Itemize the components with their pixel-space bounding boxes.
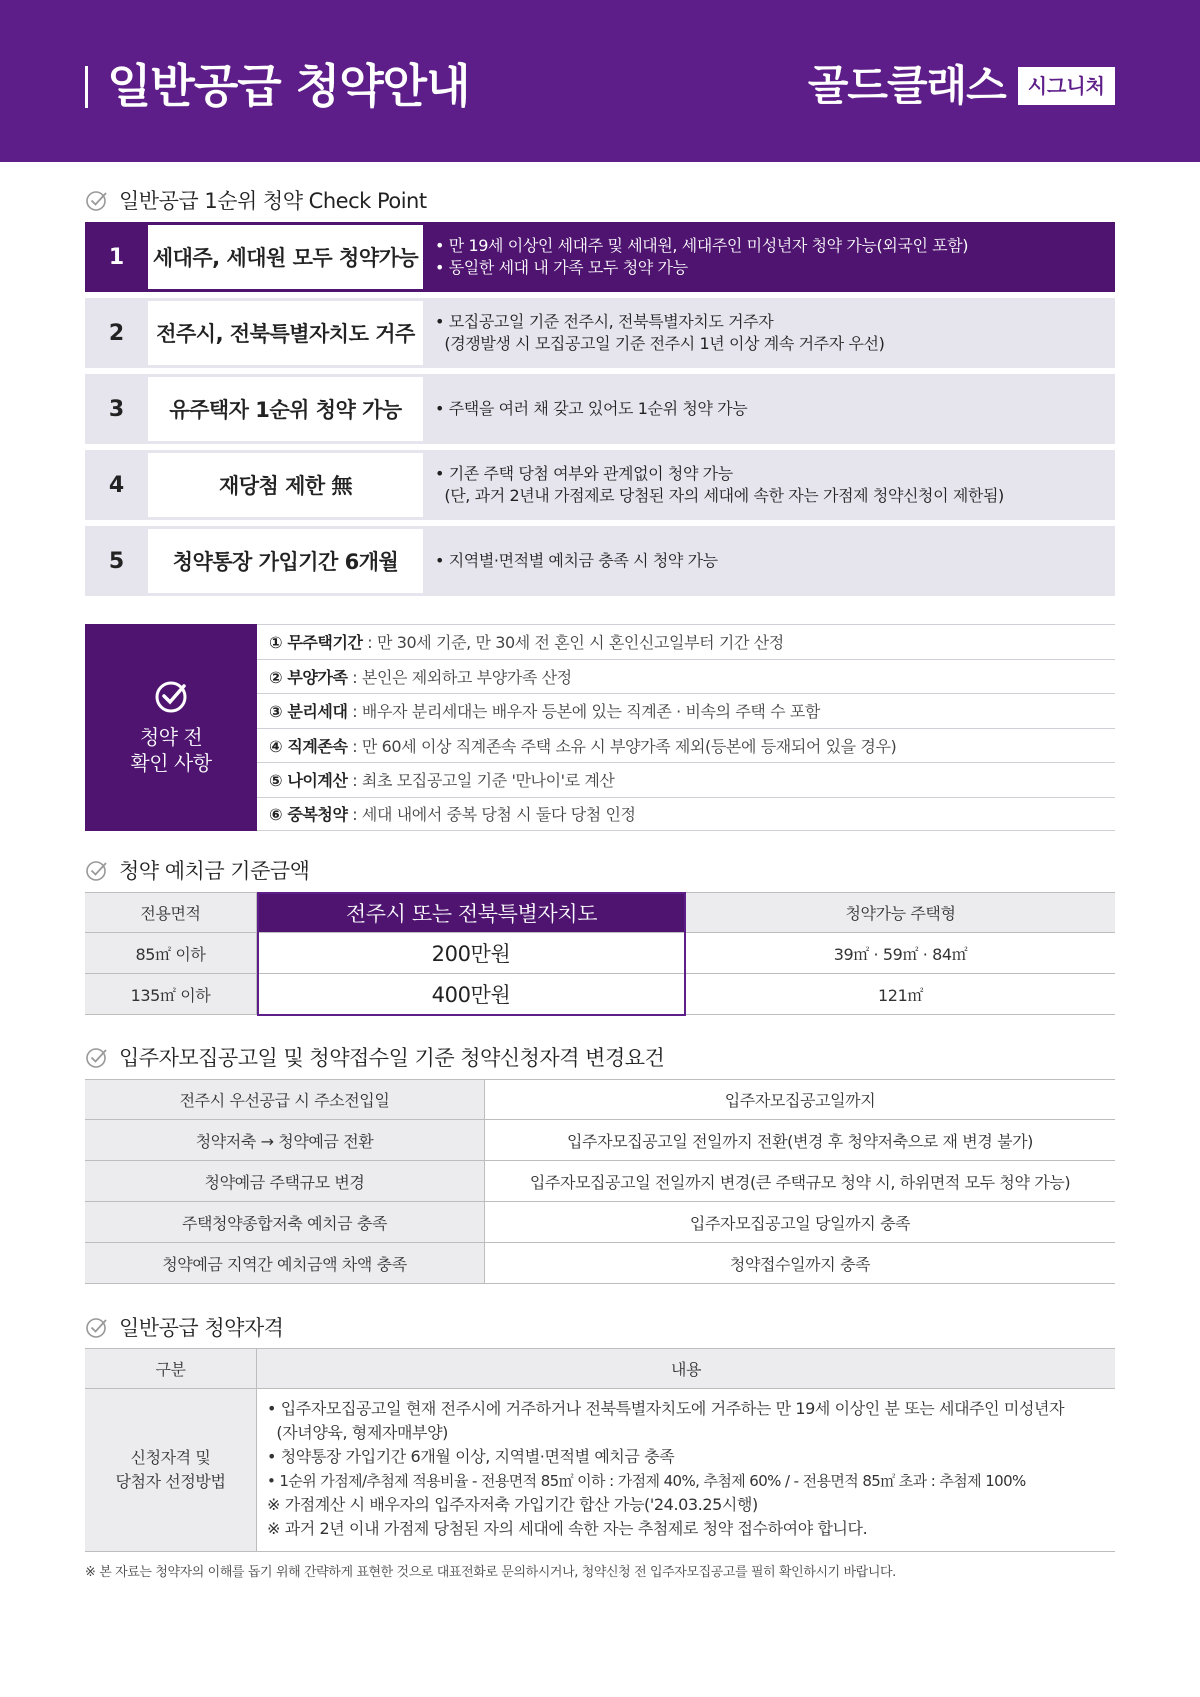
table-cell: 85㎡ 이하 xyxy=(85,933,257,973)
checkpoint-number: 1 xyxy=(108,244,125,270)
section-title-deposit xyxy=(85,855,309,885)
table-row xyxy=(85,1202,1115,1243)
qual-label-line: 신청자격 및 xyxy=(130,1448,211,1467)
section-title-change xyxy=(85,1042,664,1072)
check-circle-icon xyxy=(85,188,109,212)
checkpoint-label: 청약통장 가입기간 6개월 xyxy=(148,529,423,593)
precheck-desc: : 최초 모집공고일 기준 '만나이'로 계산 xyxy=(347,771,615,791)
precheck-desc: : 배우자 분리세대는 배우자 등본에 있는 직계존 · 비속의 주택 수 포함 xyxy=(347,702,820,722)
table-header-cell: 전주시 또는 전북특별자치도 xyxy=(257,893,686,932)
title-accent-bar xyxy=(85,66,88,108)
checkpoint-row xyxy=(85,450,1115,520)
check-circle-icon xyxy=(154,678,190,714)
table-header-row xyxy=(85,892,1115,933)
desc-line: • 주택을 여러 채 갖고 있어도 1순위 청약 가능 xyxy=(435,399,748,418)
desc-line: • 동일한 세대 내 가족 모두 청약 가능 xyxy=(435,258,688,277)
table-row xyxy=(85,1161,1115,1202)
check-circle-icon xyxy=(85,1045,109,1069)
section-title-text: 일반공급 1순위 청약 Check Point xyxy=(119,189,427,213)
checkpoint-label: 세대주, 세대원 모두 청약가능 xyxy=(148,225,423,289)
checkpoint-desc xyxy=(435,374,1105,444)
checkpoint-number: 2 xyxy=(108,320,125,346)
precheck-desc: : 만 30세 기준, 만 30세 전 혼인 시 혼인신고일부터 기간 산정 xyxy=(362,633,784,653)
precheck-item xyxy=(257,797,1115,832)
section-title-text: 입주자모집공고일 및 청약접수일 기준 청약신청자격 변경요건 xyxy=(119,1046,665,1070)
precheck-label-line: 청약 전 xyxy=(139,725,203,749)
desc-line: (단, 과거 2년내 가점제로 당첨된 자의 세대에 속한 자는 가점제 청약신청이 제한됨) xyxy=(435,486,1004,505)
checkpoint-number: 4 xyxy=(108,472,125,498)
checkpoint-desc xyxy=(435,222,1105,292)
check-circle-icon xyxy=(85,1315,109,1339)
check-circle-icon xyxy=(85,858,109,882)
precheck-term: ⑥ 중복청약 xyxy=(269,805,348,825)
desc-line: (경쟁발생 시 모집공고일 기준 전주시 1년 이상 계속 거주자 우선) xyxy=(435,334,885,353)
precheck-label xyxy=(85,724,257,776)
desc-line: • 지역별·면적별 예치금 충족 시 청약 가능 xyxy=(435,551,718,570)
checkpoint-number: 5 xyxy=(108,548,125,574)
table-header-cell: 청약가능 주택형 xyxy=(686,893,1115,932)
page-header xyxy=(0,0,1200,162)
checkpoint-row xyxy=(85,298,1115,368)
precheck-item xyxy=(257,624,1115,659)
table-header-cell: 내용 xyxy=(257,1349,1115,1388)
footnote: ※ 본 자료는 청약자의 이해를 돕기 위해 간략하게 표현한 것으로 대표전화로 문의하시거나, 청약신청 전 입주자모집공고를 필히 확인하시기 바랍니다. xyxy=(85,1565,896,1580)
page-title: 일반공급 청약안내 xyxy=(107,59,470,113)
brand-badge: 시그니처 xyxy=(1018,67,1115,105)
table-cell: 입주자모집공고일까지 xyxy=(724,1091,876,1110)
qual-line: • 입주자모집공고일 현재 전주시에 거주하거나 전북특별자치도에 거주하는 만 19세 이상인 분 또는 세대주인 미성년자 xyxy=(267,1399,1065,1418)
precheck-label-box xyxy=(85,624,257,831)
qual-line: ※ 과거 2년 이내 가점제 당첨된 자의 세대에 속한 자는 추첨제로 청약 접수하여야 합니다. xyxy=(267,1519,868,1538)
section-title-qualification xyxy=(85,1312,283,1342)
section-title-checkpoint xyxy=(85,185,427,215)
table-cell: 121㎡ xyxy=(878,985,923,1005)
precheck-desc: : 만 60세 이상 직계존속 주택 소유 시 부양가족 제외(등본에 등재되어 있을 경우) xyxy=(347,736,897,756)
precheck-desc: : 본인은 제외하고 부양가족 산정 xyxy=(347,667,572,687)
brand-name: 골드클래스 xyxy=(807,61,1006,110)
section-title-text: 일반공급 청약자격 xyxy=(119,1316,284,1340)
table-cell: 주택청약종합저축 예치금 충족 xyxy=(85,1202,485,1242)
precheck-term: ① 무주택기간 xyxy=(269,633,363,653)
deposit-table xyxy=(85,892,1115,1015)
table-cell: 400만원 xyxy=(257,974,686,1014)
change-requirements-table xyxy=(85,1079,1115,1284)
qual-label-line: 당첨자 선정방법 xyxy=(115,1472,226,1491)
table-cell: 청약접수일까지 충족 xyxy=(729,1254,871,1274)
precheck-desc: : 세대 내에서 중복 당첨 시 둘다 당첨 인정 xyxy=(347,805,636,825)
precheck-term: ② 부양가족 xyxy=(269,667,348,687)
checkpoint-desc xyxy=(435,298,1105,368)
checkpoint-desc xyxy=(435,450,1105,520)
table-cell: 135㎡ 이하 xyxy=(85,974,257,1014)
precheck-item xyxy=(257,762,1115,797)
table-cell: 입주자모집공고일 전일까지 변경(큰 주택규모 청약 시, 하위면적 모두 청약 가능) xyxy=(529,1172,1071,1192)
precheck-term: ④ 직계존속 xyxy=(269,736,348,756)
precheck-term: ③ 분리세대 xyxy=(269,702,348,722)
table-cell: 입주자모집공고일 당일까지 충족 xyxy=(689,1213,911,1233)
qual-line: • 1순위 가점제/추첨제 적용비율 - 전용면적 85㎡ 이하 : 가점제 40%, 추첨제 60% / - 전용면적 85㎡ 초과 : 추첨제 100% xyxy=(267,1472,1026,1490)
table-header-cell: 구분 xyxy=(85,1349,257,1388)
table-header-cell: 전용면적 xyxy=(85,893,257,932)
table-row xyxy=(85,1120,1115,1161)
table-cell: 200만원 xyxy=(257,933,686,973)
table-row xyxy=(85,933,1115,974)
checkpoint-row xyxy=(85,222,1115,292)
qual-content xyxy=(257,1389,1115,1551)
qual-line: • 청약통장 가입기간 6개월 이상, 지역별·면적별 예치금 충족 xyxy=(267,1447,675,1466)
table-cell: 청약예금 주택규모 변경 xyxy=(85,1161,485,1201)
brand-logo xyxy=(808,58,1115,114)
desc-line: • 만 19세 이상인 세대주 및 세대원, 세대주인 미성년자 청약 가능(외국인 포함) xyxy=(435,236,969,255)
table-row xyxy=(85,1079,1115,1120)
checkpoint-row xyxy=(85,374,1115,444)
checkpoint-label: 재당첨 제한 無 xyxy=(148,453,423,517)
desc-line: • 기존 주택 당첨 여부와 관계없이 청약 가능 xyxy=(435,464,733,483)
checkpoint-label: 유주택자 1순위 청약 가능 xyxy=(148,377,423,441)
checkpoint-desc xyxy=(435,526,1105,596)
section-title-text: 청약 예치금 기준금액 xyxy=(119,859,310,883)
table-cell: 청약저축 → 청약예금 전환 xyxy=(85,1120,485,1160)
qualification-table xyxy=(85,1348,1115,1552)
precheck-item xyxy=(257,659,1115,694)
checkpoint-number: 3 xyxy=(108,396,125,422)
table-cell: 입주자모집공고일 전일까지 전환(변경 후 청약저축으로 재 변경 불가) xyxy=(566,1131,1034,1151)
precheck-label-line: 확인 사항 xyxy=(130,751,212,775)
table-row xyxy=(85,1243,1115,1284)
precheck-list xyxy=(257,624,1115,831)
desc-line: • 모집공고일 기준 전주시, 전북특별자치도 거주자 xyxy=(435,312,774,331)
table-cell: 청약예금 지역간 예치금액 차액 충족 xyxy=(85,1243,485,1283)
table-row xyxy=(85,974,1115,1015)
table-cell: 39㎡ · 59㎡ · 84㎡ xyxy=(833,944,968,964)
qual-line: (자녀양육, 형제자매부양) xyxy=(267,1423,448,1442)
table-cell: 전주시 우선공급 시 주소전입일 xyxy=(85,1080,485,1119)
table-header-row xyxy=(85,1348,1115,1389)
precheck-item xyxy=(257,693,1115,728)
table-cell xyxy=(85,1389,257,1551)
table-row xyxy=(85,1389,1115,1552)
checkpoint-label: 전주시, 전북특별자치도 거주 xyxy=(148,301,423,365)
precheck-term: ⑤ 나이계산 xyxy=(269,771,348,791)
precheck-item xyxy=(257,728,1115,763)
checkpoint-row xyxy=(85,526,1115,596)
qual-line: ※ 가점계산 시 배우자의 입주자저축 가입기간 합산 가능('24.03.25시행) xyxy=(267,1495,758,1514)
